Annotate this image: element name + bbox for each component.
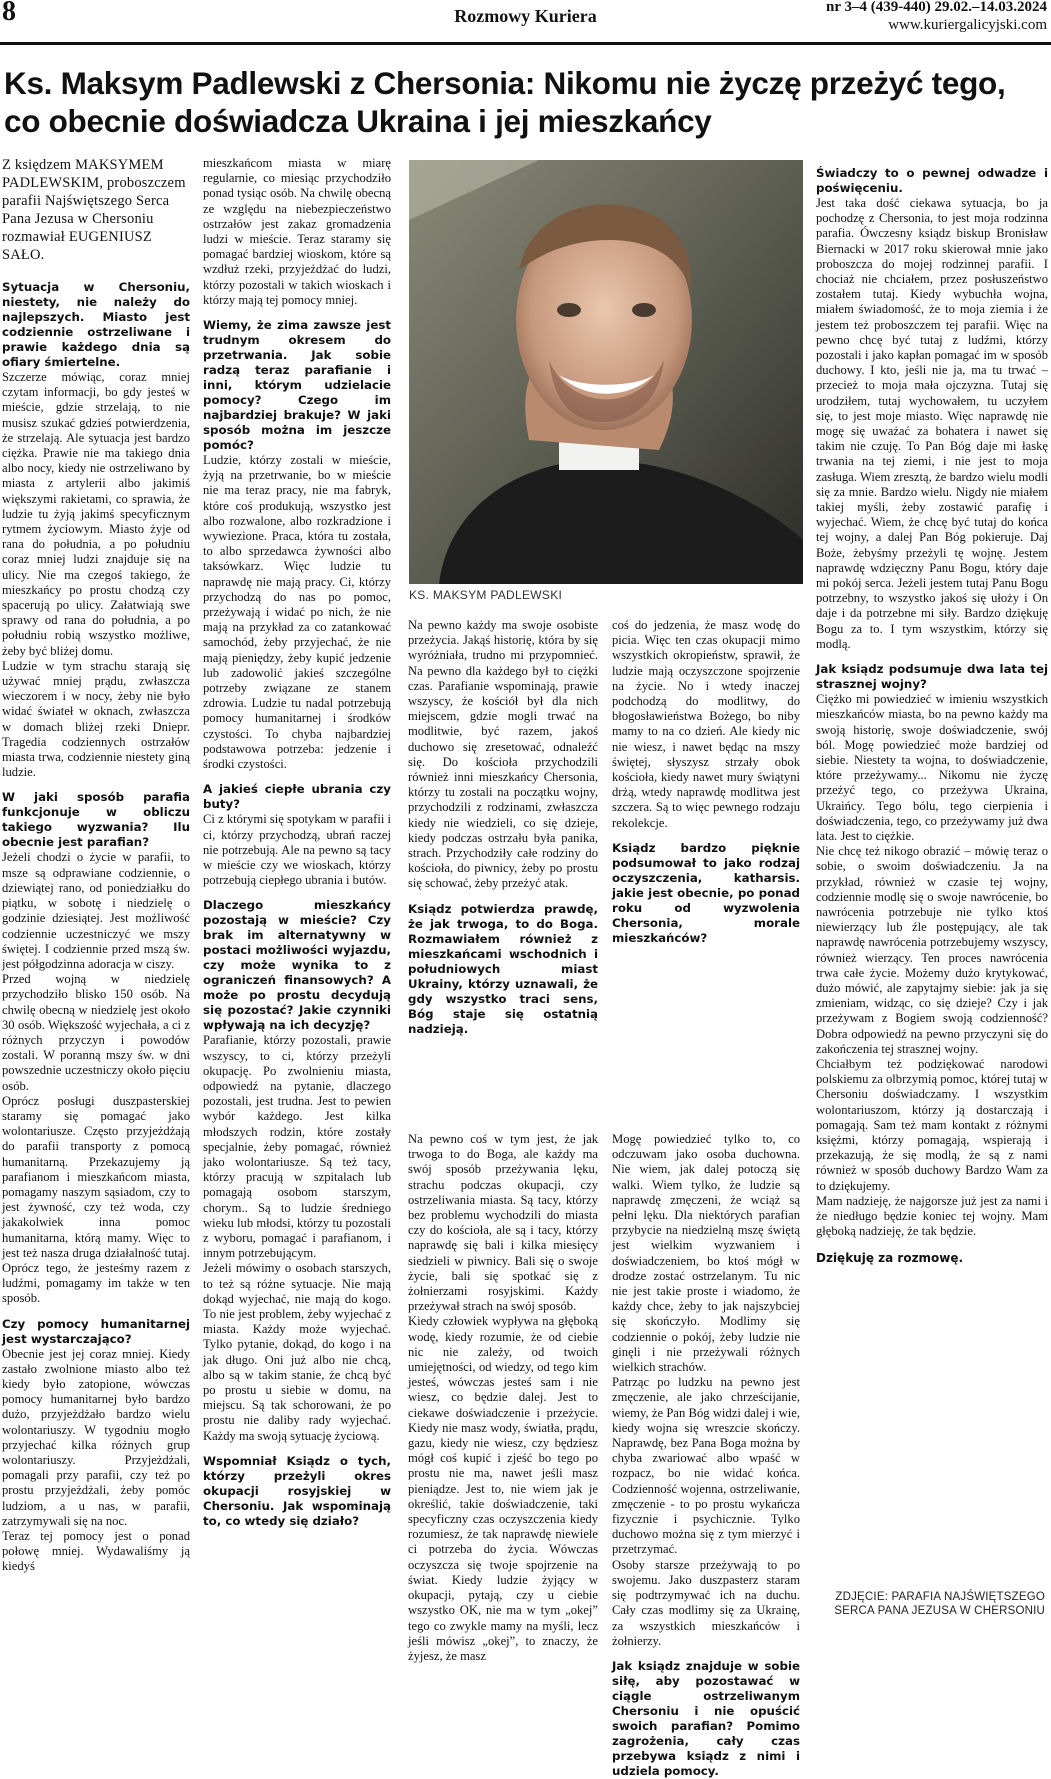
page-header — [0, 0, 1051, 46]
column-3-top — [408, 618, 598, 1128]
column-4-bottom — [612, 1132, 800, 1778]
column-5-body — [816, 166, 1048, 1239]
article-lead: Z księdzem MAKSYMEM PADLEWSKIM, proboszczem parafii Najświętszego Serca Pana Jezusa w Chersoniu rozmawiał EUGENIUSZ SAŁO. — [2, 157, 186, 263]
interview-question: Wiemy, że zima zawsze jest trudnym okresem do przetrwania. Jak sobie radzą teraz parafianie i inni, którym udzielacie pomocy? Czego im najbardziej brakuje? W jaki sposób można im jeszcze pomóc? — [203, 318, 391, 453]
answer-paragraph: Obecnie jest jej coraz mniej. Kiedy zastało zwolnione miasto albo też kiedy było zatopione, wówczas pomocy humanitarnej było bardzo dużo, przyjeżdżało bardzo wielu wolontariuszy. W tygodniu mogło przyjechać kilka różnych grup wolontariuszy. Przyjeżdżali, pomagali przy parafii, czy też po prostu przyjeżdżali, żeby pomóc ludziom, a u nas, w parafii, zatrzymywali się na noc. — [2, 1346, 190, 1528]
answer-paragraph: Chciałbym też podziękować narodowi polskiemu za olbrzymią pomoc, której tutaj w Chersoniu doświadczamy. I wszystkim wolontariuszom, którzy ją dostarczają i pomagają. Sam też mam kontakt z różnymi księżmi, którzy pomagają, wspierają i przekazują, że się modlą, że są z nami również w sposób duchowy Bardzo Wam za to dziękujemy. — [816, 1056, 1048, 1193]
issue-info — [826, 0, 1047, 34]
answer-paragraph: Na pewno każdy ma swoje osobiste przeżycia. Jakąś historię, która by się wyróżniała, trudno mi przypomnieć. Na pewno dla każdego był to ciężki czas. Parafianie wspominają, prawie wszyscy, że kościół był dla nich miejscem, gdzie mogli trwać na modlitwie, być razem, jakoś duchowo się zresetować, odnaleźć się. Do kościoła przychodzili również inni mieszkańcy Chersonia, którzy tu zostali na początku wojny, przychodzili z rodzinami, zwłaszcza kiedy nie wiedzieli, co się dzieje, kiedy podczas ostrzału była panika, strach. Przychodziły całe rodziny do kościoła, do piwnicy, żeby po prostu się schować, żeby przeżyć atak. — [408, 618, 598, 891]
answer-paragraph: Jest taka dość ciekawa sytuacja, bo ja pochodzę z Chersonia, to jest moja rodzinna parafia. Ówczesny ksiądz biskup Bronisław Biernacki w 2017 roku skierował mnie jako proboszcza do mojej rodzinnej parafii. I chociaż nie chciałem, przez posłuszeństwo zostałem tutaj. Kiedy wybuchła wojna, miałem świadomość, że to moja ziemia i że jestem też proboszczem tej parafii. Więc na pewno chcę być tutaj z ludźmi, którzy pozostali i jako kapłan pomagać im w sposób duchowy. I kto, jeśli nie ja, ma tu trwać – przecież to moja mała ojczyzna. Tutaj się urodziłem, tutaj wychowałem, tu uczyłem się, to jest moje miasto. Więc naprawdę nie mogę się uważać za bohatera i nawet się takim nie czuję. To Pan Bóg daje mi łaskę trwania na tej ziemi, i nie jest to moja zasługa. Wiem zresztą, że bardzo wielu modli się za mnie. Bardzo wielu. Nigdy nie miałem takiej myśli, żeby zostawić parafię i wyjechać. Wiem, że chcę być tutaj do końca tej wojny, a dalej Pan Bóg pokieruje. Daj Boże, żebyśmy przeżyli tę wojnę. Jestem naprawdę wdzięczny Panu Bogu, który daje mi pokój serca. Jeżeli jestem tutaj Panu Bogu potrzebny, to wszystko jakoś się ułoży i On daje i da potrzebne mi siły. Bardzo dziękuję Bogu za to. I tym wszystkim, którzy się modlą. — [816, 196, 1048, 651]
answer-paragraph: Mam nadzieję, że najgorsze już jest za nami i że niedługo będzie koniec tej wojny. Mam głęboką nadzieję, że tak będzie. — [816, 1193, 1048, 1239]
photo-caption: KS. MAKSYM PADLEWSKI — [409, 588, 563, 602]
interview-question: Ksiądz bardzo pięknie podsumował to jako rodzaj oczyszczenia, katharsis. jakie jest obecnie, po ponad roku od wyzwolenia Chersonia, morale mieszkańców? — [612, 840, 800, 945]
answer-paragraph: Parafianie, którzy pozostali, prawie wszyscy, to ci, którzy przeżyli okupację. Po zwolnieniu miasta, odpowiedź na pytanie, dlaczego pozostali, jest trudna. Jest to pewien wybór każdego. Jest kilka młodszych rodzin, które zostały specjalnie, żeby pomagać, również jako wolontariusze. Są też tacy, którzy pracują w szpitalach lub pomagają osobom starszym, chorym.. Są to ludzie średniego wieku lub młodsi, którzy tu pozostali z wyboru, pomagać i parafianom, i innym potrzebującym. — [203, 1033, 391, 1261]
photo-credit: ZDJĘCIE: PARAFIA NAJŚWIĘTSZEGO SERCA PANA JEZUSA W CHERSONIU — [834, 1591, 1045, 1617]
interview-question: A jakieś ciepłe ubrania czy buty? — [203, 782, 391, 812]
answer-paragraph: Mogę powiedzieć tylko to, co odczuwam jako osoba duchowna. Nie wiem, jak dalej potoczą się walki. Wiem tylko, że ludzie są naprawdę zmęczeni, że wciąż są pełni lęku. Dla niektórych parafian przybycie na niedzielną mszę świętą jest wielkim wyzwaniem i doświadczeniem, bo ktoś mógł w drodze zostać ostrzelanym. Tu nic nie jest takie proste i wiadomo, że każdy chce, żeby to jak najszybciej się skończyło. Modlimy się codziennie o pokój, żeby ludzie nie ginęli i nie przeżywali różnych wielkich strachów. — [612, 1132, 800, 1375]
column-2 — [203, 156, 391, 1632]
interview-question: Ksiądz potwierdza prawdę, że jak trwoga, to do Boga. Rozmawiałem również z mieszkańcami wschodnich i południowych miast Ukrainy, którzy uznawali, że gdy wszystko traci sens, Bóg staje się ostatnią nadzieją. — [408, 901, 598, 1036]
interview-question: Jak ksiądz znajduje w sobie siłę, aby pozostawać w ciągle ostrzeliwanym Chersoniu i nie opuścić swoich parafian? Pomimo zagrożenia, cały czas przebywa ksiądz z nimi i udziela pomocy. — [612, 1658, 800, 1778]
interview-question: Wspomniał Ksiądz o tych, którzy przeżyli okres okupacji rosyjskiej w Chersoniu. Jak wspominają to, co wtedy się działo? — [203, 1453, 391, 1528]
closing-thanks: Dziękuję za rozmowę. — [816, 1251, 964, 1266]
answer-paragraph: Ciężko mi powiedzieć w imieniu wszystkich mieszkańców miasta, bo na pewno każdy ma swoją historię, swoje doświadczenie, swój ból. Mogę powiedzieć może bardziej od siebie. Niestety ta wojna, to doświadczenie, które przeżywamy... Nikomu nie życzę przeżyć tego, co przeżywa Ukraina, Ukraińcy. Tego bólu, tego cierpienia i doświadczenia, tego, co przeżywamy już dwa lata. Jest to ciężkie. — [816, 692, 1048, 843]
issue-number: nr 3–4 (439-440) 29.02.–14.03.2024 — [826, 0, 1047, 15]
header-rule — [0, 42, 1051, 45]
answer-paragraph: Patrząc po ludzku na pewno jest zmęczenie, ale jako chrześcijanie, wiemy, że Pan Bóg widzi dalej i wie, kiedy wojna się wreszcie skończy. Naprawdę, bez Pana Boga można by chyba zwariować albo wpaść w rozpacz, bo nie widać końca. Codzienność wojenna, ostrzeliwanie, zmęczenie - to po prostu wykańcza fizycznie i psychicznie. Tylko duchowo można się z tym mierzyć i przetrzymać. — [612, 1375, 800, 1557]
answer-paragraph: mieszkańcom miasta w miarę regularnie, co miesiąc przychodziło ponad tysiąc osób. Na chwilę obecną ze względu na niebezpieczeństwo ostrzałów jest zakaz gromadzenia ludzi w mieście. Teraz staramy się pomagać bardziej wioskom, które są wzdłuż rzeki, przyjeżdżać do ludzi, którzy pozostali w takich wioskach i którzy mają tej pomocy mniej. — [203, 156, 391, 307]
answer-paragraph: Jeżeli chodzi o życie w parafii, to msze są odprawiane codziennie, o dziewiątej rano, od poniedziałku do piątku, w sobotę i niedzielę o godzinie dziesiątej. Jest możliwość codziennie uczestniczyć we mszy świętej. I codziennie przed mszą św. jest półgodzinna adoracja w ciszy. — [2, 850, 190, 971]
interview-question: Dlaczego mieszkańcy pozostają w mieście? Czy brak im alternatywny w postaci możliwości wyjazdu, czy może wynika to z ograniczeń finansowych? A może po prostu decydują się pozostać? Jakie czynniki wpływają na ich decyzję? — [203, 898, 391, 1033]
answer-paragraph: Teraz tej pomocy jest o ponad połowę mniej. Wydawaliśmy ją kiedyś — [2, 1529, 190, 1574]
interview-question: Sytuacja w Chersoniu, niestety, nie należy do najlepszych. Miasto jest codziennie ostrzeliwane i prawie każdego dnia są ofiary śmiertelne. — [2, 280, 190, 369]
answer-paragraph: Ci z którymi się spotykam w parafii i ci, którzy przychodzą, ubrań raczej nie potrzebują. Ale na pewno są tacy w mieście czy we wioskach, którzy potrzebują ciepłego ubrania i butów. — [203, 812, 391, 888]
interview-question: Czy pomocy humanitarnej jest wystarczająco? — [2, 1316, 190, 1346]
answer-paragraph: Przed wojną w niedzielę przychodziło blisko 150 osób. Na chwilę obecną w niedzielę jest około 30 osób. Większość wyjechała, a ci z różnych przyczyn i powodów zostali. W poranną mszy św. w dni powszednie uczestniczy około pięciu osób. — [2, 972, 190, 1093]
answer-paragraph: Osoby starsze przeżywają to po swojemu. Jako duszpasterz staram się podtrzymywać ich na duchu. Cały czas modlimy się za Ukrainę, za wszystkich mieszkańców i żołnierzy. — [612, 1557, 800, 1648]
answer-paragraph: Jeżeli mówimy o osobach starszych, to też są różne sytuacje. Nie mają dokąd wyjechać, nie mają do kogo. To nie jest problem, żeby wyjechać z miasta. Każdy może wyjechać. Tylko pytanie, dokąd, do kogo i na jak długo. Oni już albo nie chcą, albo są w takim stanie, że chcą być po prostu u siebie w domu, na miejscu. Są tak schorowani, że po prostu nie daliby rady wyjechać. Każdy ma swoją sytuację życiową. — [203, 1261, 391, 1443]
answer-paragraph: Na pewno coś w tym jest, że jak trwoga to do Boga, ale każdy ma swój sposób przeżywania lęku, strachu podczas okupacji, czy ostrzeliwania miasta. Są tacy, którzy bez problemu wychodzili do miasta czy do kościoła, ale są i tacy, którzy naprawdę się bali i kilka miesięcy siedzieli w piwnicy. Bali się o swoje życie, bali się spotkać się z żołnierzami rosyjskimi. Każdy przeżywał strach na swój sposób. — [408, 1132, 598, 1314]
interview-question: Świadczy to o pewnej odwadze i poświęceniu. — [816, 166, 1048, 195]
answer-paragraph: Szczerze mówiąc, coraz mniej czytam informacji, bo gdy jesteś w mieście, gdzie strzelają, to nie musisz szukać gdzieś potwierdzenia, że strzelają. Ale sytuacja jest bardzo ciężka. Prawie nie ma takiego dnia albo nocy, kiedy nie ostrzeliwano by miasta z artylerii albo jakimiś większymi rakietami, co sprawia, że ludzie tu żyją jakimś specyficznym rytmem życiowym. Miasto żyje od rana do południa, a po południu coraz mniej ludzi znajduje się na ulicy. Nie ma czegoś takiego, że mieszkańcy po prostu chodzą czy spacerują po ulicy. Załatwiają swe sprawy od rana do południa, a po południu robią wszystko możliwe, żeby być bliżej domu. — [2, 370, 190, 658]
column-3-bottom — [408, 1132, 598, 1663]
column-1-body — [2, 280, 190, 1575]
portrait-photo — [409, 160, 803, 584]
page-number: 8 — [2, 0, 16, 27]
column-1 — [2, 156, 190, 1632]
website-link[interactable]: www.kuriergalicyjski.com — [888, 17, 1047, 33]
answer-paragraph: Nie chcę też nikogo obrazić – mówię teraz o sobie, o swoim doświadczeniu. Ja na przykład, również w czasie tej wojny, codziennie modlę się o swoje nawrócenie, bo nawrócenia potrzebuje nie tylko ktoś niewierzący lub źle postępujący, ale tak naprawdę nawrócenia potrzebujemy wszyscy, również wierzący. Ten proces nawrócenia trwa całe życie. Możemy dużo krytykować, dużo mówić, ale zapytajmy siebie: jak ja się zmieniam, widząc, co się dzieje? Czy i jak przeżywam z Bogiem swoją codzienność? Dobra odpowiedź na pewno przyczyni się do zakończenia tej strasznej wojny. — [816, 844, 1048, 1056]
answer-paragraph: Kiedy człowiek wypływa na głęboką wodę, kiedy rozumie, że od ciebie nic nie zależy, od twoich umiejętności, od wiedzy, od tego kim jesteś, wówczas jesteś sam i nie wiesz, co będzie dalej. Jest to ciekawe doświadczenie i przeżycie. Kiedy nie masz wody, światła, prądu, gazu, kiedy nie wiesz, czy będziesz mógł coś kupić i zjeść bo tego po prostu nie ma, nawet jeśli masz pieniądze. Jest to, nie wiem jak je określić, takie doświadczenie, taki specyficzny czas oczyszczenia kiedy rozumiesz, że tak naprawdę niewiele ci potrzeba do życia. Wówczas oczyszcza się twoje spojrzenie na świat. Kiedy ludzie żyjący w okupacji, pytają, czy u ciebie wszystko OK, nie ma w tym „okej” tego co zwykle mamy na myśli, lecz jeśli mówisz „okej”, to znaczy, że żyjesz, że masz — [408, 1314, 598, 1663]
answer-paragraph: Ludzie w tym strachu starają się używać mniej prądu, zwłaszcza wieczorem i w nocy, żeby nie było widać świateł w oknach, zwłaszcza w domach bliżej rzeki Dniepr. Tragedia codziennych ostrzałów miasta trwa, codziennie niestety giną ludzie. — [2, 658, 190, 780]
interview-question: W jaki sposób parafia funkcjonuje w obliczu takiego wyzwania? Ilu obecnie jest parafian? — [2, 790, 190, 850]
answer-paragraph: Ludzie, którzy zostali w mieście, żyją na przetrwanie, bo w mieście nie ma teraz pracy, nie ma fabryk, które coś produkują, wszystko jest albo rozwalone, albo rozkradzione i wywiezione. Praca, która tu została, to albo sprzedawca żywności albo taksówkarz. Więc ludzie tu naprawdę nie mają pracy. Ci, którzy przychodzą do nas po pomoc, przeżywają i widać po nich, że nie mają na przykład za co zatankować samochód, żeby przyjechać, że nie mają pieniędzy, żeby kupić jedzenie lub zadowolić jakieś szczególne potrzeby związane ze stanem zdrowia. Ludzie tu nadal potrzebują pomocy humanitarnej i środków czystości. To chyba najbardziej podstawowa potrzeba: jedzenie i środki czystości. — [203, 453, 391, 772]
answer-paragraph: Oprócz posługi duszpasterskiej staramy się pomagać jako wolontariusze. Często przyjeżdżają do parafii transporty z pomocą humanitarną. Przekazujemy ją parafianom i mieszkańcom miasta, pomagamy naszym sąsiadom, czy to jest żywność, czy też woda, czy jakakolwiek inna pomoc humanitarna, którą mamy. Więc to jest też nasza druga działalność tutaj. Oprócz tego, że jesteśmy razem z ludźmi, pomagamy im także w ten sposób. — [2, 1093, 190, 1306]
column-5 — [816, 156, 1048, 1632]
column-4-top — [612, 618, 800, 1128]
section-title: Rozmowy Kuriera — [454, 6, 597, 26]
interview-question: Jak ksiądz podsumuje dwa lata tej strasznej wojny? — [816, 662, 1048, 692]
priest-portrait-illustration — [409, 160, 803, 584]
article-title: Ks. Maksym Padlewski z Chersonia: Nikomu nie życzę przeżyć tego, co obecnie doświadcza Ukraina i jej mieszkańcy — [4, 65, 1006, 139]
answer-paragraph: coś do jedzenia, że masz wodę do picia. Więc ten czas okupacji mimo wszystkich okropieństw, sprawił, że ludzie mają oczyszczone spojrzenie na życie. No i wtedy inaczej podchodzą do modlitwy, do błogosławieństwa Bożego, bo niby mamy to na co dzień. Ale kiedy nic nie wiesz, i nawet będąc na mszy świętej, słyszysz strzały obok kościoła, kiedy nawet mury świątyni drżą, wtedy naprawdę modlitwa jest szczera. Są to więc pewnego rodzaju rekolekcje. — [612, 618, 800, 830]
